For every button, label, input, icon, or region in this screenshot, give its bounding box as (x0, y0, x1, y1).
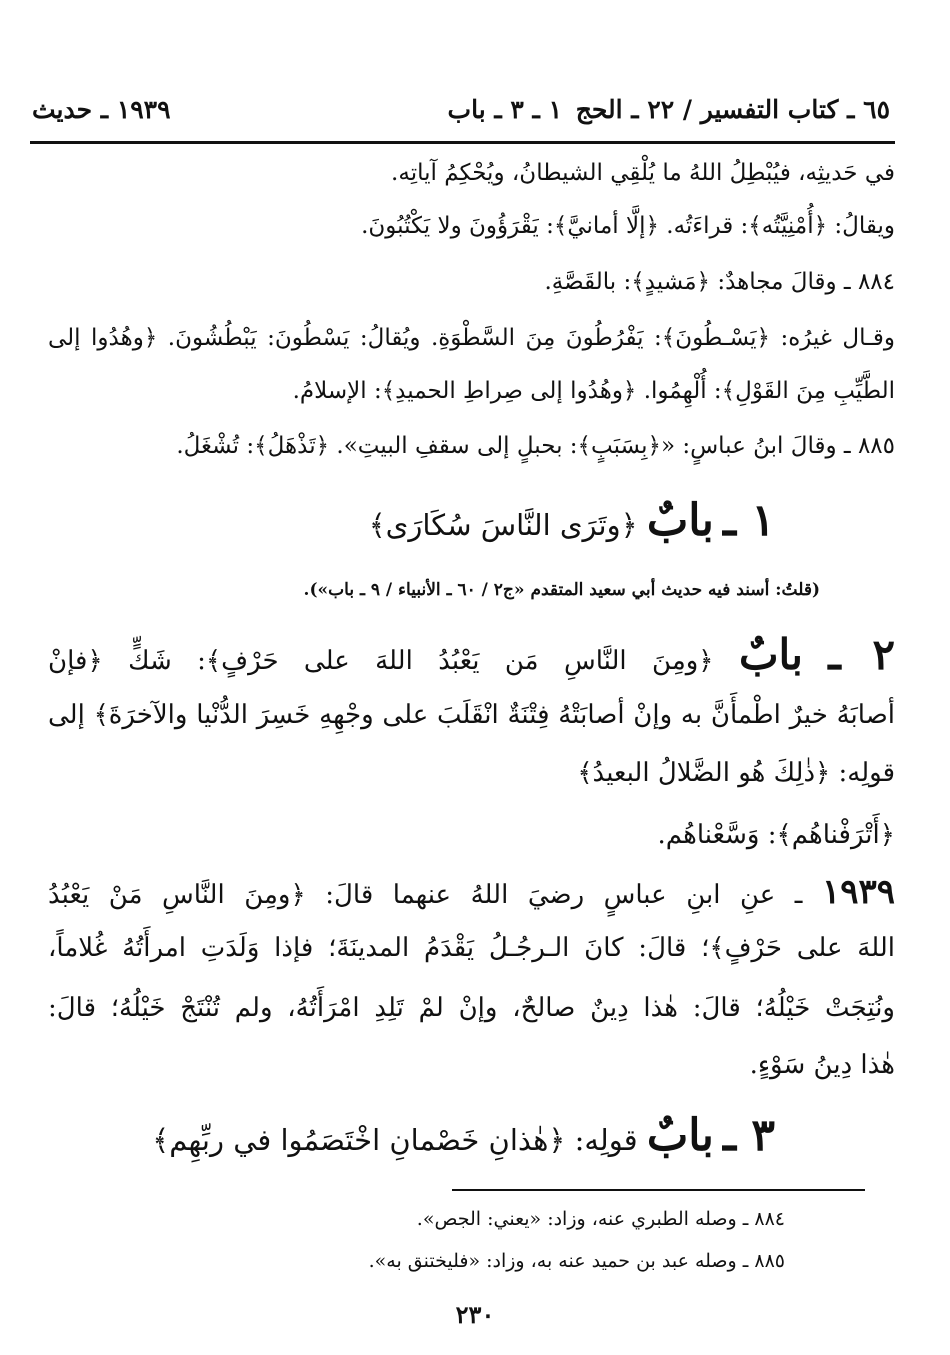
bab-2-heading (48, 630, 895, 679)
bab-title: ﴿وتَرَى النَّاسَ سُكَارَى﴾ (368, 508, 638, 542)
text-line: ونُتِجَتْ خَيْلُهُ؛ قالَ: هٰذا دِينٌ صالحٌ، وإنْ لمْ تَلِدِ امْرَأَتُهُ، ولم تُنْتَجْ خَيْلُهُ؛ قالَ: (48, 993, 895, 1023)
header-hadith-number: ١٩٣٩ ـ حديث (32, 95, 171, 124)
text-line: ﴿أَتْرَفْناهُم﴾: وَسَّعْناهُم. (657, 820, 895, 850)
running-header (32, 95, 890, 137)
text-line: الطَّيِّبِ مِنَ القَوْلِ﴾: أُلْهِمُوا. ﴿وهُدُوا إلى صِراطِ الحميدِ﴾: الإسلامُ. (292, 378, 895, 404)
footnote: ٨٨٥ ـ وصله عبد بن حميد عنه به، وزاد: «فليختنق به». (368, 1250, 785, 1272)
hadith-number: ١٩٣٩ (821, 872, 895, 912)
bab-word: بابٌ (738, 630, 803, 679)
editor-note: (قلتُ: أسند فيه حديث أبي سعيد المتقدم «ج٢ / ٦٠ ـ الأنبياء / ٩ ـ باب»). (303, 580, 820, 600)
bab-1-heading (369, 495, 775, 546)
footnote: ٨٨٤ ـ وصله الطبري عنه، وزاد: «يعني: الجص». (416, 1208, 785, 1230)
header-divider (30, 141, 895, 144)
bab-number: ١ ـ (723, 495, 775, 546)
header-book-chapter: ٦٥ ـ كتاب التفسير / ٢٢ ـ الحج (575, 95, 890, 124)
bab-word: بابٌ (646, 495, 714, 546)
text-line: هٰذا دِينُ سَوْءٍ. (749, 1050, 895, 1080)
hadith-text: ـ عنِ ابنِ عباسٍ رضيَ اللهُ عنهما قالَ: ﴿ومِنَ النَّاسِ مَنْ يَعْبُدُ (48, 880, 803, 910)
bab-number: ٢ ـ (828, 630, 896, 679)
bab-word: بابٌ (646, 1110, 714, 1161)
text-line: أصابَهُ خيرٌ اطْمأَنَّ به وإنْ أصابَتْهُ فِتْنَةٌ انْقَلَبَ على وجْهِهِ خَسِرَ الدُّنْيا والآخرَةَ﴾ إلى (48, 700, 895, 730)
footnote-divider (452, 1189, 865, 1191)
text-line: ٨٨٤ ـ وقالَ مجاهدٌ: ﴿مَشيدٍ﴾: بالقَصَّةِ. (544, 269, 895, 295)
text-line: وقـال غيرُه: ﴿يَسْـطُونَ﴾: يَفْرُطُونَ مِنَ السَّطْوَةِ. ويُقالُ: يَسْطُونَ: يَبْطُشُونَ. ﴿وهُدُوا إلى (48, 325, 895, 351)
header-section: ١ ـ ٣ ـ باب (447, 95, 562, 124)
bab-3-heading (152, 1110, 775, 1161)
bab-number: ٣ ـ (723, 1110, 775, 1161)
text-line: ٨٨٥ ـ وقالَ ابنُ عباسٍ: «﴿بِسَبَبٍ﴾: بحبلٍ إلى سقفِ البيتِ». ﴿تَذْهَلُ﴾: تُشْغَلُ. (176, 433, 895, 459)
text-line: اللهَ على حَرْفٍ﴾؛ قالَ: كانَ الـرجُـلُ يَقْدَمُ المدينَةَ؛ فإذا وَلَدَتِ امرأَتُهُ غُلاماً، (48, 933, 895, 963)
bab-title: ﴿ومِنَ النَّاسِ مَن يَعْبُدُ اللهَ على حَرْفٍ﴾: شَكٍّ ﴿فإنْ (48, 646, 714, 676)
text-line: في حَديثِه، فيُبْطِلُ اللهُ ما يُلْقِي الشيطانُ، ويُحْكِمُ آياتِه. (391, 160, 895, 186)
page-number: ٢٣٠ (455, 1300, 495, 1329)
text-line: قولِه: ﴿ذٰلِكَ هُو الضَّلالُ البعيدُ﴾ (577, 758, 895, 788)
hadith-first-line (48, 872, 895, 912)
bab-title: قولِه: ﴿هٰذانِ خَصْمانِ اخْتَصَمُوا في ربِّهِم﴾ (152, 1123, 638, 1157)
text-line: ويقالُ: ﴿أُمْنِيَّتُه﴾: قراءَتُه. ﴿إلَّا أمانيَّ﴾: يَقْرَؤُونَ ولا يَكْتُبُونَ. (361, 213, 895, 239)
